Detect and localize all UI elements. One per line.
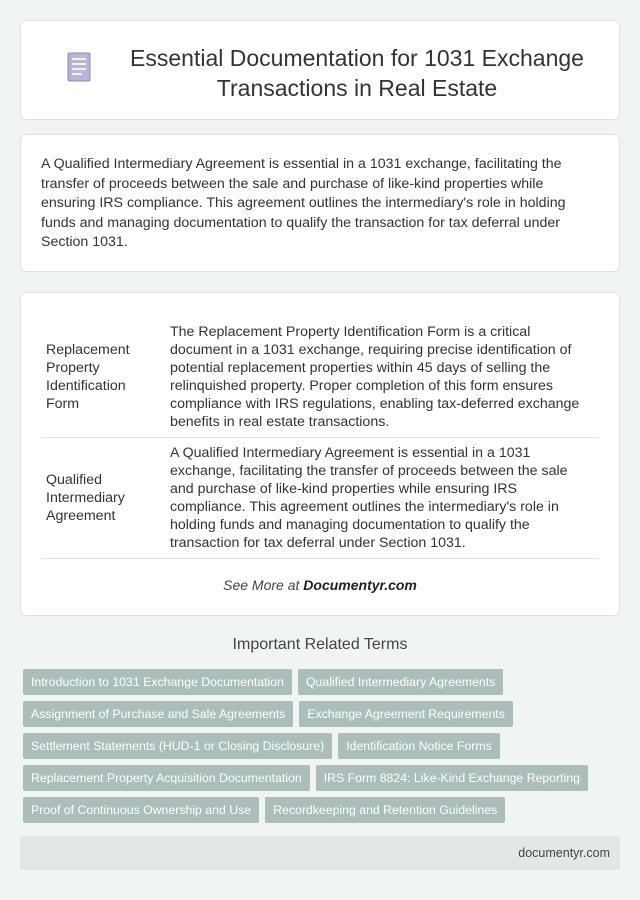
related-term-tag[interactable]: Identification Notice Forms bbox=[338, 733, 500, 759]
intro-card bbox=[20, 134, 620, 272]
footer-site-link[interactable]: documentyr.com bbox=[518, 846, 610, 860]
related-term-tag[interactable]: Recordkeeping and Retention Guidelines bbox=[265, 797, 505, 823]
related-term-tag[interactable]: Introduction to 1031 Exchange Documentation bbox=[23, 669, 292, 695]
related-term-tag[interactable]: Qualified Intermediary Agreements bbox=[298, 669, 503, 695]
page-title: Essential Documentation for 1031 Exchange Transactions in Real Estate bbox=[130, 45, 584, 101]
terms-table bbox=[41, 317, 599, 559]
title-wrap bbox=[61, 43, 599, 103]
footer-bar bbox=[20, 836, 620, 870]
term-cell: Replacement Property Identification Form bbox=[41, 317, 163, 438]
term-cell: Qualified Intermediary Agreement bbox=[41, 438, 163, 559]
see-more-prefix: See More at bbox=[223, 577, 300, 593]
related-term-tag[interactable]: Settlement Statements (HUD-1 or Closing Disclosure) bbox=[23, 733, 332, 759]
description-cell: A Qualified Intermediary Agreement is essential in a 1031 exchange, facilitating the transfer of proceeds between the sale and purchase of like-kind properties while ensuring IRS compliance. This agreement outlines the intermediary's role in holding funds and managing documentation to qualify the transaction for tax deferral under Section 1031. bbox=[163, 438, 599, 559]
see-more-line bbox=[21, 577, 619, 593]
related-terms-tags bbox=[23, 669, 623, 823]
terms-table-card bbox=[20, 292, 620, 616]
related-term-tag[interactable]: Assignment of Purchase and Sale Agreements bbox=[23, 701, 293, 727]
document-icon bbox=[61, 47, 97, 87]
description-cell: The Replacement Property Identification Form is a critical document in a 1031 exchange, requiring precise identification of potential replacement properties within 45 days of selling the relinquished property. Proper completion of this form ensures compliance with IRS regulations, enabling tax-deferred exchange benefits in real estate transactions. bbox=[163, 317, 599, 438]
related-term-tag[interactable]: Exchange Agreement Requirements bbox=[299, 701, 513, 727]
related-terms-heading: Important Related Terms bbox=[232, 636, 408, 653]
header-card bbox=[20, 20, 620, 120]
related-term-tag[interactable]: IRS Form 8824: Like-Kind Exchange Reporting bbox=[316, 765, 588, 791]
related-term-tag[interactable]: Replacement Property Acquisition Documentation bbox=[23, 765, 310, 791]
related-term-tag[interactable]: Proof of Continuous Ownership and Use bbox=[23, 797, 259, 823]
intro-paragraph: A Qualified Intermediary Agreement is essential in a 1031 exchange, facilitating the transfer of proceeds between the sale and purchase of like-kind properties while ensuring IRS compliance. This agreement outlines the intermediary's role in holding funds and managing documentation to qualify the transaction for tax deferral under Section 1031. bbox=[41, 156, 566, 250]
table-row bbox=[41, 317, 599, 438]
see-more-link[interactable]: Documentyr.com bbox=[303, 577, 417, 593]
table-row bbox=[41, 438, 599, 559]
